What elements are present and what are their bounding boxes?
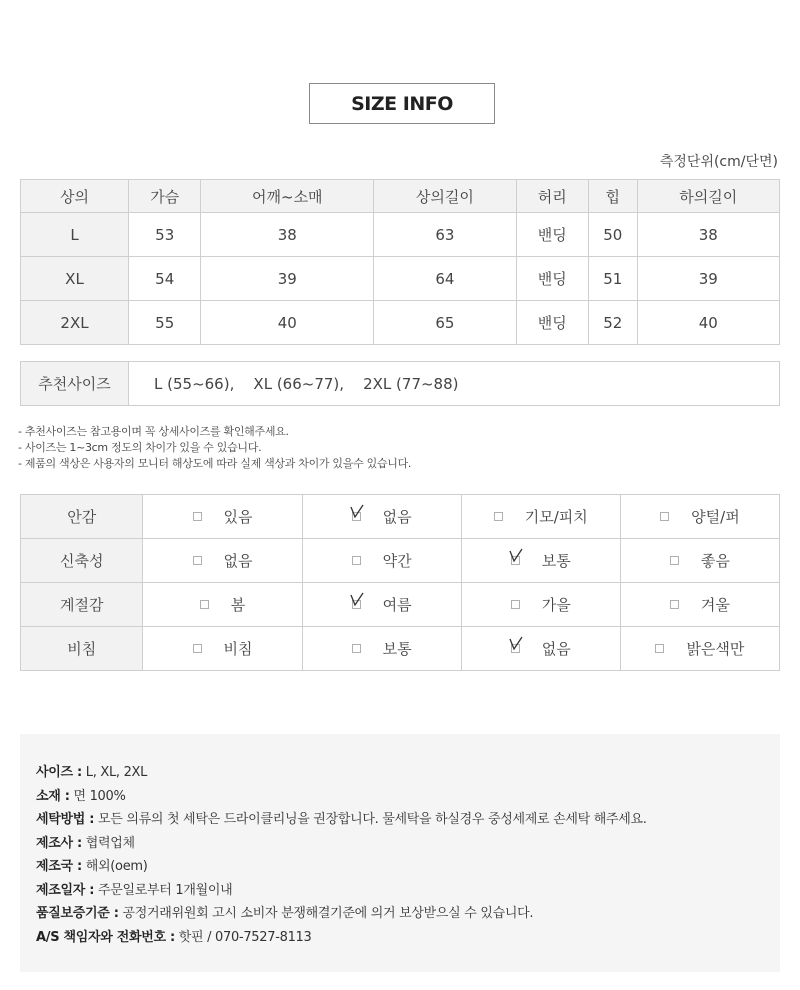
table-cell: 39 [201,257,374,301]
measurement-unit-note: 측정단위(cm/단면) [659,154,778,170]
checkbox-icon [655,644,664,653]
table-cell: 40 [201,301,374,345]
option-label: 봄 [230,596,246,614]
table-cell: 53 [129,213,201,257]
attribute-label: 신축성 [21,539,143,583]
checkbox-icon [193,512,202,521]
info-label: 제조사 : [36,835,82,851]
option-label: 밝은색만 [686,640,745,658]
header-cell: 하의길이 [637,180,779,213]
attribute-option [143,627,302,671]
header-cell: 상의길이 [374,180,516,213]
checkbox-icon [352,600,361,609]
table-cell: 64 [374,257,516,301]
table-row [21,257,780,301]
info-line [36,761,647,785]
info-line [36,832,647,856]
option-label: 여름 [382,596,412,614]
recommended-size-table [20,361,780,406]
size-label-cell: 2XL [21,301,129,345]
option-label: 약간 [382,552,412,570]
recommended-size-value: L (55~66), XL (66~77), 2XL (77~88) [129,362,780,406]
header-cell: 힙 [589,180,638,213]
table-row [21,362,780,406]
info-label: 세탁방법 : [36,812,95,827]
option-label: 보통 [382,640,412,658]
info-value: 면 100% [73,788,126,804]
checkbox-icon [670,600,679,609]
info-value: L, XL, 2XL [85,765,148,780]
option-label: 비침 [223,640,253,658]
attribute-label: 안감 [21,495,143,539]
checkbox-icon [193,556,202,565]
note-line: - 제품의 색상은 사용자의 모니터 해상도에 따라 실제 색상과 차이가 있을수 있습니다. [18,457,412,470]
attribute-option [302,495,461,539]
attribute-option [461,627,620,671]
info-line [36,926,647,950]
option-label: 좋음 [700,552,730,570]
option-label: 가을 [541,596,571,614]
size-table [20,179,780,345]
table-cell: 밴딩 [516,257,588,301]
table-cell: 밴딩 [516,301,588,345]
attribute-option [620,583,779,627]
checkmark-icon [508,547,524,565]
attribute-row [21,495,780,539]
recommended-size-label: 추천사이즈 [21,362,129,406]
info-value: 핫핀 / 070-7527-8113 [178,929,312,945]
table-cell: 38 [201,213,374,257]
table-cell: 65 [374,301,516,345]
note-line: - 추천사이즈는 참고용이며 꼭 상세사이즈를 확인해주세요. [18,425,289,438]
attribute-row [21,627,780,671]
attribute-option [143,539,302,583]
table-cell: 40 [637,301,779,345]
info-label: 제조일자 : [36,882,95,898]
checkbox-icon [200,600,209,609]
info-line [36,879,647,903]
checkbox-icon [660,512,669,521]
size-info-title: SIZE INFO [309,83,495,124]
option-label: 양털/퍼 [691,508,740,526]
attribute-option [620,495,779,539]
checkbox-icon [511,644,520,653]
attribute-label: 비침 [21,627,143,671]
info-label: 소재 : [36,788,70,804]
table-cell: 밴딩 [516,213,588,257]
header-cell: 가슴 [129,180,201,213]
info-value: 공정거래위원회 고시 소비자 분쟁해결기준에 의거 보상받으실 수 있습니다. [122,906,534,921]
table-cell: 55 [129,301,201,345]
attribute-option [302,583,461,627]
attribute-label: 계절감 [21,583,143,627]
size-label-cell: L [21,213,129,257]
checkmark-icon [508,635,524,653]
attribute-option [620,539,779,583]
checkbox-icon [193,644,202,653]
option-label: 없음 [223,552,253,570]
checkbox-icon [352,556,361,565]
option-label: 있음 [223,508,253,526]
checkbox-icon [511,556,520,565]
attribute-row [21,539,780,583]
table-cell: 54 [129,257,201,301]
table-cell: 38 [637,213,779,257]
table-cell: 39 [637,257,779,301]
checkbox-icon [352,512,361,521]
attribute-option [461,583,620,627]
note-line: - 사이즈는 1~3cm 정도의 차이가 있을 수 있습니다. [18,441,262,454]
info-line [36,902,647,926]
info-value: 모든 의류의 첫 세탁은 드라이클리닝을 권장합니다. 물세탁을 하실경우 중성세제로 손세탁 해주세요. [98,812,647,827]
info-line [36,785,647,809]
option-label: 없음 [382,508,412,526]
attribute-option [461,495,620,539]
header-cell: 상의 [21,180,129,213]
info-label: A/S 책임자와 전화번호 : [36,929,175,945]
attribute-option [302,539,461,583]
info-label: 사이즈 : [36,765,82,780]
table-row [21,213,780,257]
table-cell: 52 [589,301,638,345]
checkbox-icon [352,644,361,653]
attribute-option [461,539,620,583]
table-row [21,301,780,345]
info-line [36,855,647,879]
info-label: 품질보증기준 : [36,906,119,921]
checkbox-icon [494,512,503,521]
option-label: 없음 [541,640,571,658]
attribute-row [21,583,780,627]
attribute-option [143,495,302,539]
attribute-option [620,627,779,671]
size-label-cell: XL [21,257,129,301]
checkbox-icon [511,600,520,609]
table-cell: 51 [589,257,638,301]
checkmark-icon [349,503,365,521]
table-cell: 63 [374,213,516,257]
option-label: 겨울 [700,596,730,614]
info-value: 협력업체 [85,835,135,851]
product-info-box [20,734,780,972]
checkbox-icon [670,556,679,565]
info-value: 해외(oem) [85,859,148,874]
header-cell: 어깨~소매 [201,180,374,213]
size-notes [18,424,411,472]
info-line [36,808,647,832]
attributes-table [20,494,780,671]
header-cell: 허리 [516,180,588,213]
info-value: 주문일로부터 1개월이내 [98,882,233,898]
attribute-option [302,627,461,671]
info-label: 제조국 : [36,859,82,874]
attribute-option [143,583,302,627]
table-cell: 50 [589,213,638,257]
option-label: 기모/피치 [524,508,588,526]
checkmark-icon [349,591,365,609]
size-table-header-row [21,180,780,213]
product-info-list [36,761,647,949]
option-label: 보통 [541,552,571,570]
